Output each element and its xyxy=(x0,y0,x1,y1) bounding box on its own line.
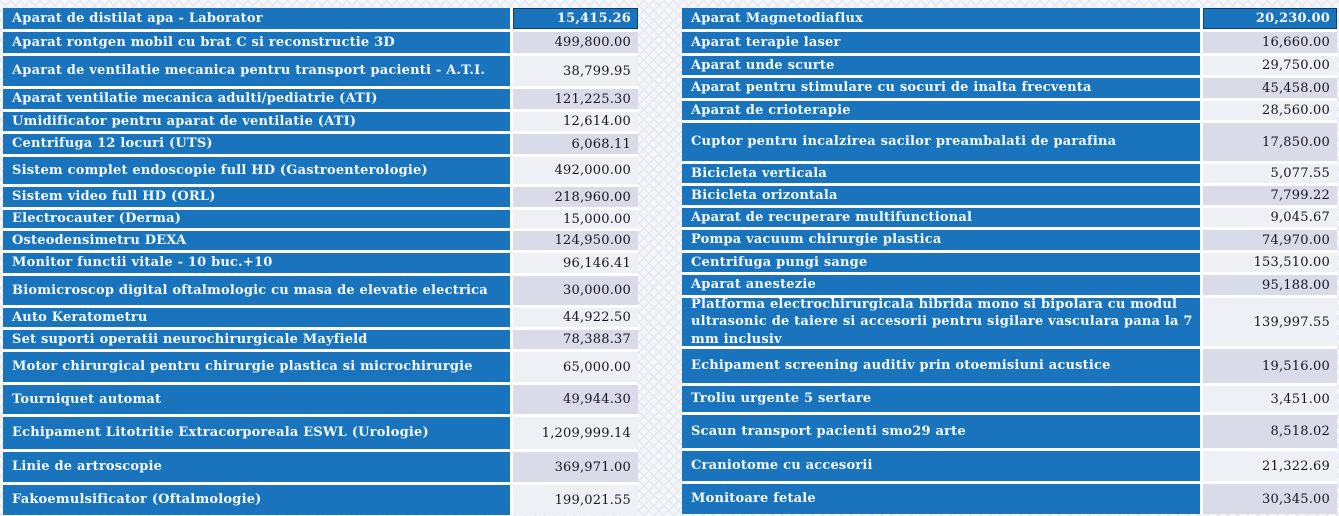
table-row xyxy=(3,32,638,53)
equipment-value: 21,322.69 xyxy=(1262,458,1330,474)
equipment-value: 8,518.02 xyxy=(1270,424,1330,439)
equipment-value-cell[interactable] xyxy=(1203,415,1337,448)
equipment-value: 78,388.37 xyxy=(563,332,631,347)
table-row xyxy=(3,485,638,515)
equipment-value: 38,799.95 xyxy=(563,63,631,79)
equipment-value-cell[interactable] xyxy=(513,112,638,131)
equipment-label-cell[interactable] xyxy=(3,210,510,228)
equipment-label-cell[interactable] xyxy=(682,386,1200,412)
equipment-value-cell[interactable] xyxy=(1203,253,1337,272)
equipment-value: 30,345.00 xyxy=(1262,491,1330,507)
equipment-value: 5,077.55 xyxy=(1270,166,1330,181)
equipment-label: Aparat terapie laser xyxy=(691,34,841,50)
equipment-label-cell[interactable] xyxy=(682,484,1200,514)
table-row xyxy=(682,484,1337,514)
table-row xyxy=(3,8,638,29)
equipment-label: Aparat de ventilatie mecanica pentru transport pacienti - A.T.I. xyxy=(12,63,486,79)
table-row xyxy=(682,208,1337,227)
equipment-value: 3,451.00 xyxy=(1270,391,1330,407)
equipment-label: Aparat rontgen mobil cu brat C si reconstructie 3D xyxy=(12,34,395,50)
equipment-value-cell[interactable] xyxy=(1203,298,1337,346)
equipment-label-cell[interactable] xyxy=(3,308,510,327)
equipment-value: 121,225.30 xyxy=(554,91,631,107)
equipment-value-cell[interactable] xyxy=(1203,8,1337,29)
equipment-value-cell[interactable] xyxy=(513,352,638,382)
equipment-label-cell[interactable] xyxy=(3,134,510,154)
table-row xyxy=(3,210,638,228)
equipment-value-cell[interactable] xyxy=(513,417,638,449)
equipment-label: Aparat anestezie xyxy=(691,277,816,293)
table-row xyxy=(682,8,1337,29)
equipment-label-cell[interactable] xyxy=(3,8,510,29)
equipment-label: Monitor functii vitale - 10 buc.+10 xyxy=(12,255,273,271)
table-row xyxy=(3,452,638,482)
equipment-label: Aparat Magnetodiaflux xyxy=(691,10,864,26)
equipment-label-cell[interactable] xyxy=(682,451,1200,481)
equipment-value-cell[interactable] xyxy=(513,330,638,349)
equipment-label: Echipament screening auditiv prin otoemisiuni acustice xyxy=(691,358,1111,374)
table-row xyxy=(682,32,1337,53)
equipment-value: 96,146.41 xyxy=(563,255,631,271)
equipment-value-cell[interactable] xyxy=(513,231,638,250)
equipment-value-cell[interactable] xyxy=(513,8,638,29)
table-row xyxy=(682,78,1337,98)
table-row xyxy=(3,308,638,327)
table-row xyxy=(682,123,1337,161)
equipment-value: 15,000.00 xyxy=(563,211,631,227)
equipment-value-cell[interactable] xyxy=(513,56,638,86)
equipment-value-cell[interactable] xyxy=(1203,208,1337,227)
equipment-value-cell[interactable] xyxy=(1203,186,1337,205)
table-row xyxy=(682,253,1337,272)
equipment-value-cell[interactable] xyxy=(513,210,638,228)
equipment-value-cell[interactable] xyxy=(1203,349,1337,383)
equipment-table-left xyxy=(3,8,638,515)
table-row xyxy=(682,415,1337,448)
equipment-label: Pompa vacuum chirurgie plastica xyxy=(691,232,942,248)
equipment-label-cell[interactable] xyxy=(682,415,1200,448)
equipment-value-cell[interactable] xyxy=(1203,32,1337,53)
equipment-label-cell[interactable] xyxy=(682,8,1200,29)
equipment-value-cell[interactable] xyxy=(1203,451,1337,481)
equipment-label: Fakoemulsificator (Oftalmologie) xyxy=(12,492,262,508)
equipment-label-cell[interactable] xyxy=(682,275,1200,295)
table-row xyxy=(682,164,1337,183)
table-row xyxy=(3,56,638,86)
equipment-label: Craniotome cu accesorii xyxy=(691,458,873,474)
equipment-value: 199,021.55 xyxy=(554,492,631,508)
table-row xyxy=(3,112,638,131)
equipment-value-cell[interactable] xyxy=(1203,164,1337,183)
equipment-table-right xyxy=(682,8,1337,514)
table-row xyxy=(682,275,1337,295)
equipment-value: 16,660.00 xyxy=(1262,35,1330,50)
table-row xyxy=(682,230,1337,250)
equipment-label: Set suporti operatii neurochirurgicale Mayfield xyxy=(12,331,368,347)
equipment-value-cell[interactable] xyxy=(1203,230,1337,250)
equipment-value-cell[interactable] xyxy=(513,485,638,515)
equipment-value: 65,000.00 xyxy=(563,359,631,375)
equipment-value: 139,997.55 xyxy=(1253,314,1330,330)
equipment-label-cell[interactable] xyxy=(682,164,1200,183)
table-row xyxy=(682,101,1337,120)
equipment-label-cell[interactable] xyxy=(682,186,1200,205)
equipment-label: Osteodensimetru DEXA xyxy=(12,232,187,248)
equipment-label-cell[interactable] xyxy=(3,56,510,86)
equipment-label: Aparat de recuperare multifunctional xyxy=(691,209,973,225)
equipment-value-cell[interactable] xyxy=(513,276,638,305)
table-row xyxy=(3,352,638,382)
equipment-value: 19,516.00 xyxy=(1262,358,1330,374)
table-row xyxy=(3,276,638,305)
equipment-value: 28,560.00 xyxy=(1262,103,1330,118)
table-row xyxy=(682,349,1337,383)
equipment-label-cell[interactable] xyxy=(3,187,510,207)
equipment-value-cell[interactable] xyxy=(1203,386,1337,412)
equipment-label-cell[interactable] xyxy=(682,298,1200,346)
table-row xyxy=(682,451,1337,481)
equipment-value-cell[interactable] xyxy=(513,32,638,53)
equipment-label: Tourniquet automat xyxy=(12,391,162,407)
equipment-label-cell[interactable] xyxy=(3,330,510,349)
equipment-value: 9,045.67 xyxy=(1270,210,1330,225)
equipment-value: 6,068.11 xyxy=(571,136,631,152)
table-row xyxy=(3,89,638,109)
equipment-label-cell[interactable] xyxy=(3,452,510,482)
equipment-value: 7,799.22 xyxy=(1270,188,1330,203)
equipment-label-cell[interactable] xyxy=(682,123,1200,161)
table-row xyxy=(3,385,638,414)
equipment-label-cell[interactable] xyxy=(3,352,510,382)
equipment-label: Linie de artroscopie xyxy=(12,459,163,475)
equipment-label-cell[interactable] xyxy=(682,101,1200,120)
table-row xyxy=(3,231,638,250)
equipment-label: Aparat de crioterapie xyxy=(691,102,851,118)
equipment-label: Platforma electrochirurgicala hibrida mono si bipolara cu modul ultrasonic de taiere si accesorii pentru sigilare vasculara pana la 7 mm inclusiv xyxy=(691,296,1193,347)
equipment-label: Monitoare fetale xyxy=(691,491,816,507)
equipment-value-cell[interactable] xyxy=(1203,101,1337,120)
equipment-label-cell[interactable] xyxy=(682,56,1200,75)
equipment-label-cell[interactable] xyxy=(3,112,510,131)
equipment-value-cell[interactable] xyxy=(513,253,638,273)
table-row xyxy=(3,187,638,207)
equipment-value: 74,970.00 xyxy=(1262,232,1330,248)
equipment-value-cell[interactable] xyxy=(513,452,638,482)
equipment-label-cell[interactable] xyxy=(682,32,1200,53)
equipment-label: Biomicroscop digital oftalmologic cu masa de elevatie electrica xyxy=(12,282,488,298)
equipment-label-cell[interactable] xyxy=(3,32,510,53)
equipment-label: Bicicleta orizontala xyxy=(691,187,838,203)
table-row xyxy=(3,157,638,184)
equipment-label: Centrifuga 12 locuri (UTS) xyxy=(12,136,213,152)
equipment-value: 45,458.00 xyxy=(1262,80,1330,96)
equipment-value: 124,950.00 xyxy=(554,233,631,248)
table-row xyxy=(682,186,1337,205)
equipment-label: Sistem video full HD (ORL) xyxy=(12,189,216,205)
equipment-value-cell[interactable] xyxy=(1203,56,1337,75)
equipment-value: 15,415.26 xyxy=(556,11,631,26)
equipment-label: Centrifuga pungi sange xyxy=(691,254,868,270)
equipment-value: 95,188.00 xyxy=(1262,277,1330,293)
equipment-label: Bicicleta verticala xyxy=(691,165,827,181)
equipment-value: 20,230.00 xyxy=(1255,11,1330,26)
table-row xyxy=(3,330,638,349)
equipment-label: Electrocauter (Derma) xyxy=(12,211,182,227)
equipment-value: 1,209,999.14 xyxy=(541,425,631,441)
table-row xyxy=(3,417,638,449)
equipment-label-cell[interactable] xyxy=(682,349,1200,383)
equipment-value-cell[interactable] xyxy=(1203,123,1337,161)
equipment-value-cell[interactable] xyxy=(513,157,638,184)
equipment-value-cell[interactable] xyxy=(1203,78,1337,98)
equipment-label: Auto Keratometru xyxy=(12,309,148,325)
equipment-label: Scaun transport pacienti smo29 arte xyxy=(691,423,966,439)
equipment-value: 17,850.00 xyxy=(1262,134,1330,150)
table-row xyxy=(3,134,638,154)
equipment-label: Echipament Litotritie Extracorporeala ESWL (Urologie) xyxy=(12,425,429,441)
equipment-label: Sistem complet endoscopie full HD (Gastroenterologie) xyxy=(12,162,428,178)
equipment-value: 369,971.00 xyxy=(554,459,631,475)
equipment-value-cell[interactable] xyxy=(513,89,638,109)
equipment-value: 29,750.00 xyxy=(1262,58,1330,73)
equipment-label: Troliu urgente 5 sertare xyxy=(691,391,872,407)
equipment-label-cell[interactable] xyxy=(682,230,1200,250)
equipment-value-cell[interactable] xyxy=(513,187,638,207)
equipment-label-cell[interactable] xyxy=(3,157,510,184)
equipment-label: Motor chirurgical pentru chirurgie plastica si microchirurgie xyxy=(12,359,473,375)
equipment-label-cell[interactable] xyxy=(3,89,510,109)
equipment-label: Aparat unde scurte xyxy=(691,57,835,73)
equipment-value-cell[interactable] xyxy=(513,134,638,154)
equipment-value: 492,000.00 xyxy=(554,163,631,178)
equipment-label-cell[interactable] xyxy=(3,276,510,305)
equipment-value-cell[interactable] xyxy=(513,385,638,414)
equipment-value-cell[interactable] xyxy=(1203,484,1337,514)
equipment-label-cell[interactable] xyxy=(3,253,510,273)
table-row xyxy=(682,386,1337,412)
equipment-label-cell[interactable] xyxy=(3,485,510,515)
equipment-label-cell[interactable] xyxy=(682,208,1200,227)
equipment-value: 218,960.00 xyxy=(554,189,631,205)
equipment-label-cell[interactable] xyxy=(682,78,1200,98)
equipment-value-cell[interactable] xyxy=(513,308,638,327)
equipment-label: Cuptor pentru incalzirea sacilor preambalati de parafina xyxy=(691,134,1117,150)
equipment-label-cell[interactable] xyxy=(3,231,510,250)
equipment-label-cell[interactable] xyxy=(682,253,1200,272)
equipment-label: Aparat pentru stimulare cu socuri de inalta frecventa xyxy=(691,80,1092,96)
equipment-label: Aparat de distilat apa - Laborator xyxy=(12,10,263,26)
equipment-value: 30,000.00 xyxy=(563,283,631,298)
equipment-value: 12,614.00 xyxy=(563,114,631,129)
equipment-label-cell[interactable] xyxy=(3,417,510,449)
equipment-value-cell[interactable] xyxy=(1203,275,1337,295)
equipment-value: 499,800.00 xyxy=(554,35,631,50)
equipment-value: 49,944.30 xyxy=(563,392,631,407)
equipment-label: Aparat ventilatie mecanica adulti/pediatrie (ATI) xyxy=(12,91,378,107)
equipment-value: 153,510.00 xyxy=(1253,255,1330,270)
table-row xyxy=(682,298,1337,346)
table-row xyxy=(682,56,1337,75)
equipment-value: 44,922.50 xyxy=(563,310,631,325)
equipment-label: Umidificator pentru aparat de ventilatie (ATI) xyxy=(12,113,357,129)
table-row xyxy=(3,253,638,273)
equipment-label-cell[interactable] xyxy=(3,385,510,414)
